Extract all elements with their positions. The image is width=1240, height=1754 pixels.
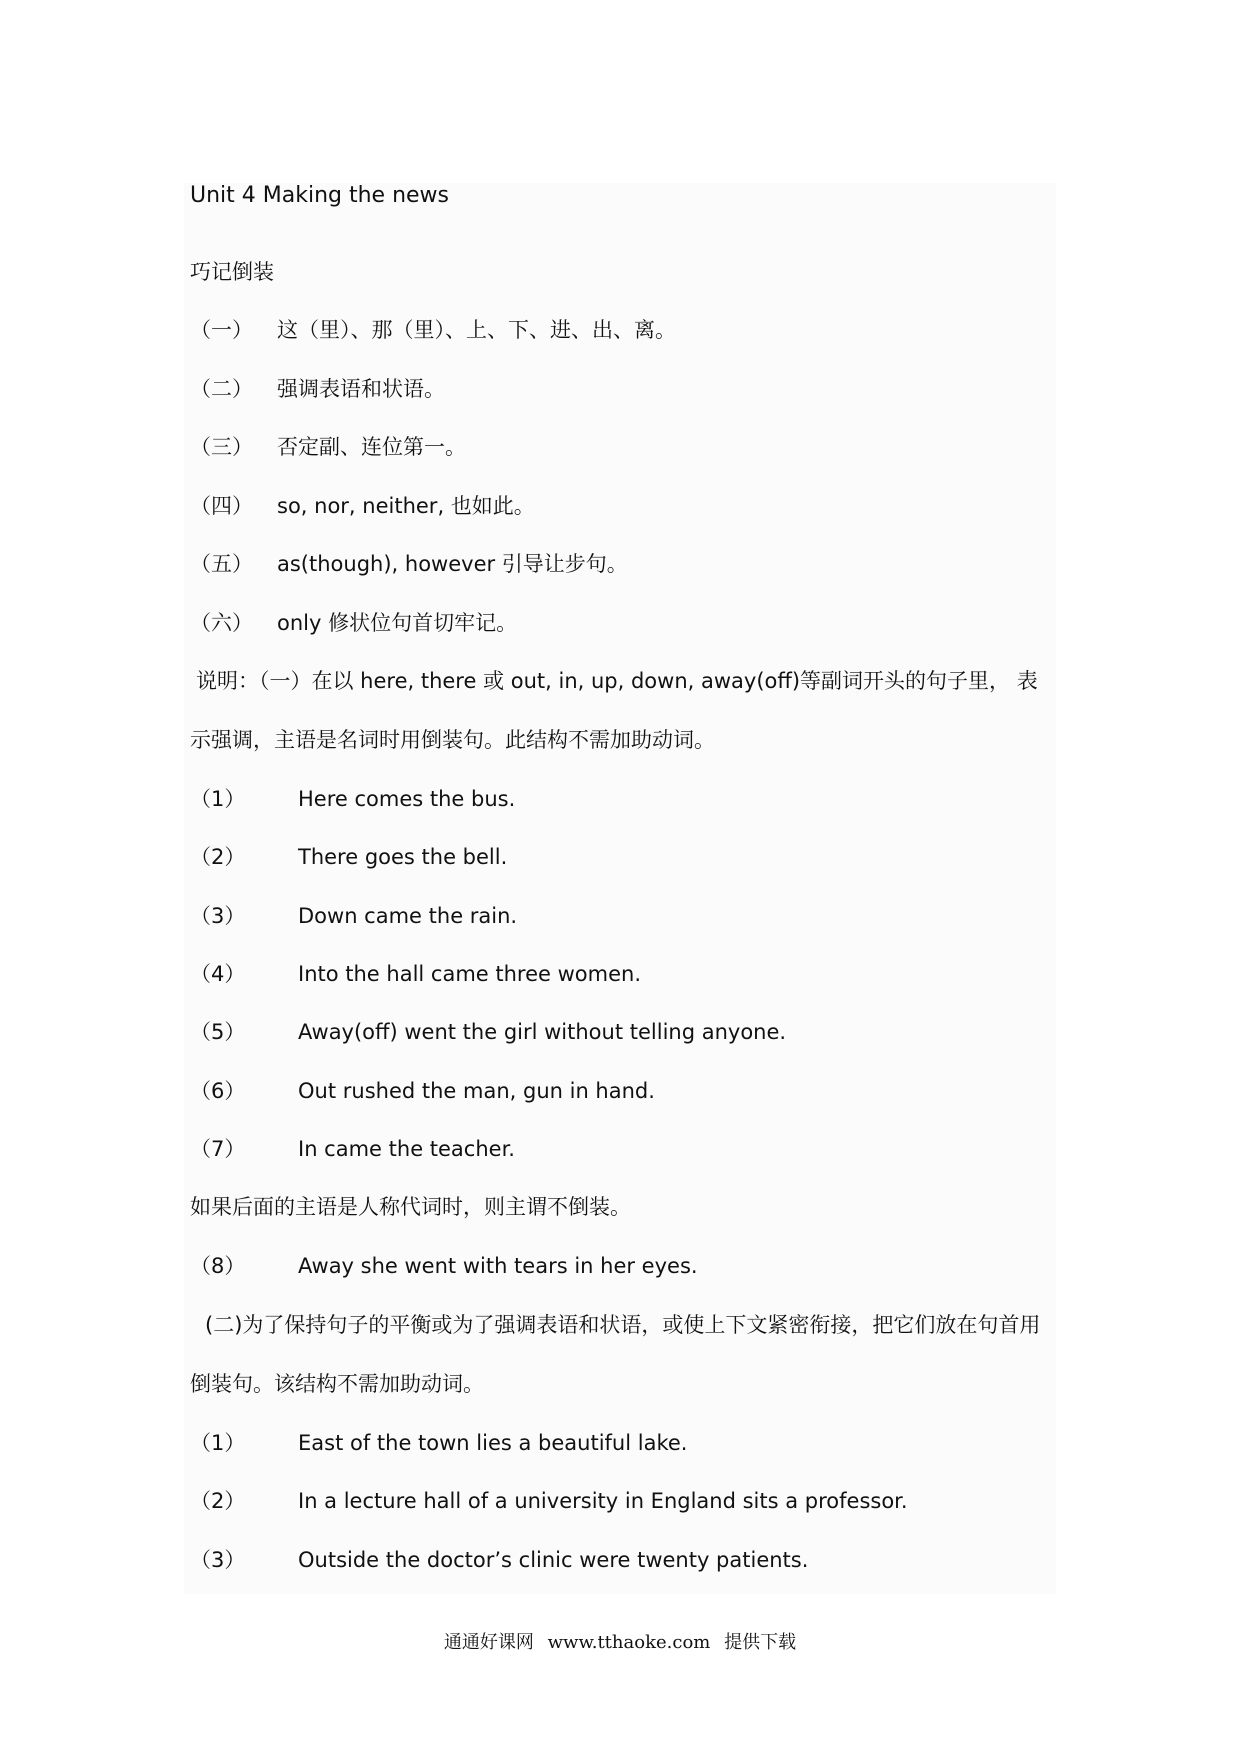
example-number: （4） (190, 962, 246, 986)
example-number: （7） (190, 1137, 246, 1161)
rule-number: （一） (190, 318, 253, 342)
rule-line (190, 550, 628, 578)
example-text: Into the hall came three women. (298, 962, 642, 986)
section-heading: 巧记倒装 (190, 260, 274, 284)
pronoun-subject-note: 如果后面的主语是人称代词时，则主谓不倒装。 (190, 1195, 631, 1219)
example-line (190, 1429, 687, 1457)
explanation-note-1: 说明：（一）在以 here, there 或 out, in, up, down, away(off)等副词开头的句子里， 表 (196, 669, 1038, 693)
example-number: （5） (190, 1020, 246, 1044)
rule-text: only 修状位句首切牢记。 (277, 611, 518, 635)
page-footer (0, 1631, 1240, 1655)
rule-text: 这（里）、那（里）、上、下、进、出、离。 (277, 318, 676, 342)
example-line (190, 1018, 786, 1046)
footer-download-label: 提供下载 (724, 1632, 797, 1653)
explanation-note-1-continued: 示强调，主语是名词时用倒装句。此结构不需加助动词。 (190, 728, 715, 752)
rule-text: as(though), however 引导让步句。 (277, 552, 628, 576)
rule-line (190, 433, 466, 461)
rule-line (190, 609, 517, 637)
rule-number: （三） (190, 435, 253, 459)
rule-number: （五） (190, 552, 253, 576)
document-title: Unit 4 Making the news (190, 183, 450, 208)
example-line (190, 1135, 515, 1163)
example-number: （8） (190, 1254, 246, 1278)
example-text: Outside the doctor’s clinic were twenty patients. (298, 1548, 809, 1572)
example-number: （6） (190, 1079, 246, 1103)
example-number: （2） (190, 1489, 246, 1513)
footer-url: www.tthaoke.com (547, 1632, 711, 1653)
rule-line (190, 375, 445, 403)
example-text: Down came the rain. (298, 904, 518, 928)
example-text: In a lecture hall of a university in England sits a professor. (298, 1489, 908, 1513)
example-number: （1） (190, 1431, 246, 1455)
example-text: There goes the bell. (298, 845, 508, 869)
example-text: Away(off) went the girl without telling anyone. (298, 1020, 787, 1044)
rule-number: （六） (190, 611, 253, 635)
rule-number: （四） (190, 494, 253, 518)
example-number: （3） (190, 904, 246, 928)
example-line (190, 1252, 698, 1280)
example-text: In came the teacher. (298, 1137, 515, 1161)
rule-text: 否定副、连位第一。 (277, 435, 466, 459)
example-number: （1） (190, 787, 246, 811)
example-line (190, 785, 515, 813)
example-text: Out rushed the man, gun in hand. (298, 1079, 655, 1103)
example-text: Away she went with tears in her eyes. (298, 1254, 698, 1278)
example-line (190, 843, 507, 871)
rule-text: so, nor, neither, 也如此。 (277, 494, 535, 518)
example-number: （2） (190, 845, 246, 869)
example-text: Here comes the bus. (298, 787, 516, 811)
explanation-note-2-continued: 倒装句。该结构不需加助动词。 (190, 1372, 484, 1396)
footer-site-name: 通通好课网 (443, 1632, 534, 1653)
rule-text: 强调表语和状语。 (277, 377, 445, 401)
example-line (190, 1077, 655, 1105)
example-line (190, 902, 517, 930)
example-text: East of the town lies a beautiful lake. (298, 1431, 688, 1455)
rule-line (190, 492, 535, 520)
explanation-note-2: (二)为了保持句子的平衡或为了强调表语和状语，或使上下文紧密衔接，把它们放在句首用 (205, 1313, 1041, 1337)
example-line (190, 1487, 908, 1515)
example-number: （3） (190, 1548, 246, 1572)
rule-line (190, 316, 676, 344)
rule-number: （二） (190, 377, 253, 401)
example-line (190, 960, 641, 988)
example-line (190, 1546, 808, 1574)
